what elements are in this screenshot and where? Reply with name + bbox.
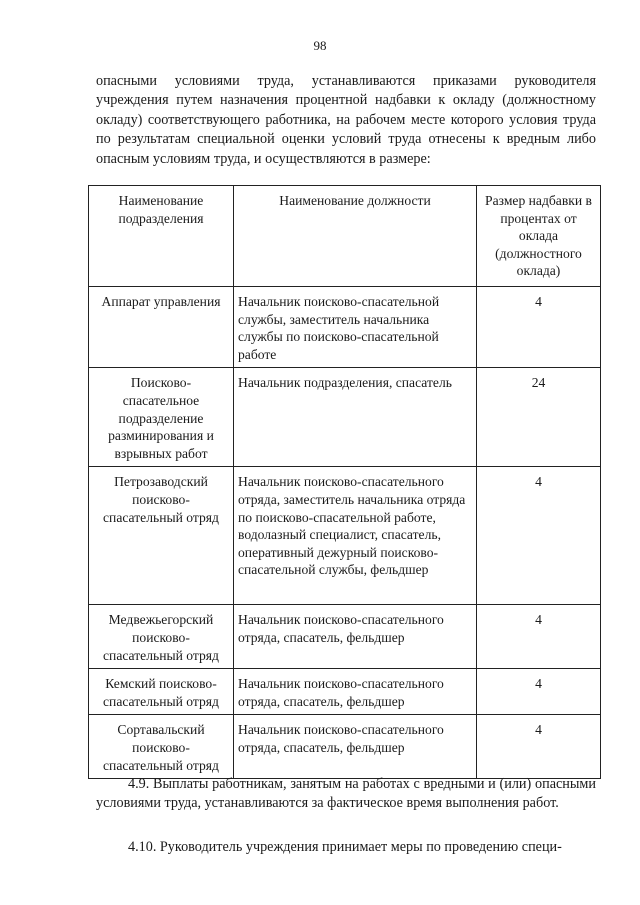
cell-unit: Аппарат управления [89, 287, 234, 368]
cell-position: Начальник поисково-спасательной службы, заместитель начальника службы по поисково-спасательной работе [234, 287, 477, 368]
cell-unit: Медвежьегорский поисково-спасательный отряд [89, 605, 234, 669]
header-unit: Наименование подразделения [89, 186, 234, 287]
cell-unit: Петрозаводский поисково-спасательный отряд [89, 467, 234, 605]
paragraph-4-9: 4.9. Выплаты работникам, занятым на работах с вредными и (или) опасными условиями труда, устанавливаются за фактическое время выполнения работ. [96, 776, 596, 812]
intro-paragraph: опасными условиями труда, устанавливаются приказами руководителя учреждения путем назначения процентной надбавки к окладу (должностному окладу) соответствующего работника, на рабочем месте которого условия труда по результатам специальной оценки условий труда отнесены к вредным либо опасным условиям труда, и осуществляются в размере: [96, 73, 596, 167]
cell-unit: Поисково-спасательное подразделение разминирования и взрывных работ [89, 368, 234, 467]
table-row [89, 605, 601, 669]
table-row [89, 669, 601, 715]
cell-percent: 4 [477, 605, 601, 669]
header-position: Наименование должности [234, 186, 477, 287]
cell-percent: 4 [477, 715, 601, 779]
cell-position: Начальник поисково-спасательного отряда, заместитель начальника отряда по поисково-спасательной работе, водолазный специалист, спасатель, оперативный дежурный поисково-спасательной службы, фельдшер [234, 467, 477, 605]
cell-unit: Сортавальский поисково-спасательный отряд [89, 715, 234, 779]
cell-unit: Кемский поисково-спасательный отряд [89, 669, 234, 715]
table-row [89, 287, 601, 368]
table-row [89, 368, 601, 467]
cell-percent: 24 [477, 368, 601, 467]
paragraph-4-10: 4.10. Руководитель учреждения принимает меры по проведению специ- [128, 839, 562, 855]
table-row [89, 467, 601, 605]
table-header-row [89, 186, 601, 287]
cell-percent: 4 [477, 467, 601, 605]
allowance-table [88, 185, 601, 779]
cell-position: Начальник поисково-спасательного отряда, спасатель, фельдшер [234, 605, 477, 669]
header-percent: Размер надбавки в процентах от оклада (должностного оклада) [477, 186, 601, 287]
cell-position: Начальник подразделения, спасатель [234, 368, 477, 467]
cell-percent: 4 [477, 287, 601, 368]
cell-position: Начальник поисково-спасательного отряда, спасатель, фельдшер [234, 669, 477, 715]
table-row [89, 715, 601, 779]
cell-percent: 4 [477, 669, 601, 715]
page-number: 98 [313, 38, 327, 53]
cell-position: Начальник поисково-спасательного отряда, спасатель, фельдшер [234, 715, 477, 779]
